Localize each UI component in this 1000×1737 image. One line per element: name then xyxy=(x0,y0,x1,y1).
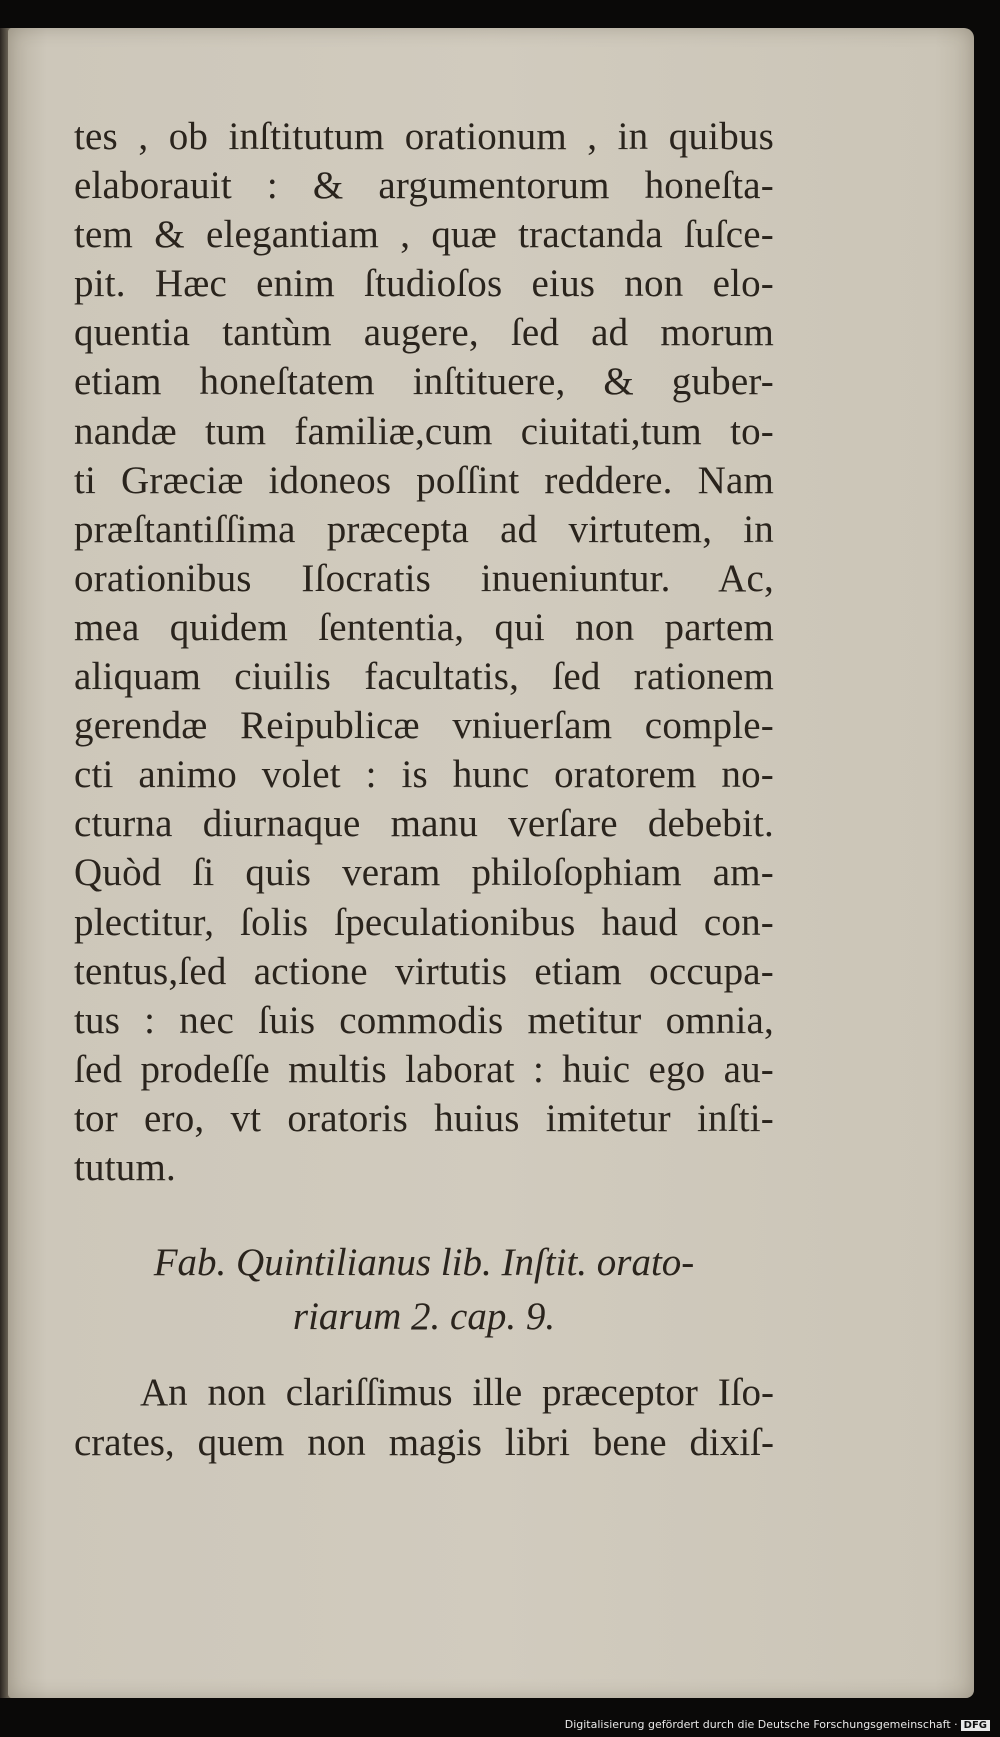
text-line: etiam honeſtatem inſtituere, & guber- xyxy=(74,360,774,404)
text-line: nandæ tum familiæ,cum ciuitati,tum to- xyxy=(74,409,774,453)
text-line: præſtantiſſima præcepta ad virtutem, in xyxy=(74,507,774,551)
text-line: mea quidem ſententia, qui non partem xyxy=(74,605,774,649)
section-heading xyxy=(74,1236,774,1344)
body-paragraph xyxy=(74,112,774,1192)
credit-text: Digitalisierung gefördert durch die Deutsche Forschungsgemeinschaft · xyxy=(564,1718,958,1731)
dfg-logo: DFG xyxy=(961,1720,990,1731)
text-line: tes , ob inſtitutum orationum , in quibus xyxy=(74,115,774,158)
heading-line: Fab. Quintilianus lib. Inſtit. orato- xyxy=(153,1241,695,1284)
text-line: tor ero, vt oratoris huius imitetur inſti- xyxy=(74,1096,774,1140)
second-paragraph xyxy=(74,1368,774,1467)
text-line: cti animo volet : is hunc oratorem no- xyxy=(74,753,774,797)
text-line: ti Græciæ idoneos poſſint reddere. Nam xyxy=(74,458,774,502)
text-line: tem & elegantiam , quæ tractanda ſuſce- xyxy=(74,213,774,257)
heading-line: riarum 2. cap. 9. xyxy=(292,1295,556,1338)
text-line: elaborauit : & argumentorum honeſta- xyxy=(74,164,774,208)
digitization-credit xyxy=(0,1718,990,1731)
text-line: tus : nec ſuis commodis metitur omnia, xyxy=(74,998,774,1042)
text-line: cturna diurnaque manu verſare debebit. xyxy=(74,802,774,846)
text-line: pit. Hæc enim ſtudioſos eius non elo- xyxy=(74,262,774,306)
text-line: An non clariſſimus ille præceptor Iſo- xyxy=(140,1371,774,1414)
text-line: tutum. xyxy=(74,1145,176,1189)
text-line: Quòd ſi quis veram philoſophiam am- xyxy=(74,851,774,895)
text-line: aliquam ciuilis facultatis, ſed rationem xyxy=(74,655,774,699)
text-line: gerendæ Reipublicæ vniuerſam comple- xyxy=(74,704,774,748)
text-line: crates, quem non magis libri bene dixiſ- xyxy=(74,1420,774,1464)
text-line: quentia tantùm augere, ſed ad morum xyxy=(74,311,774,355)
text-line: plectitur, ſolis ſpeculationibus haud con- xyxy=(74,900,774,944)
text-line: ſed prodeſſe multis laborat : huic ego au- xyxy=(74,1047,774,1091)
text-line: orationibus Iſocratis inueniuntur. Ac, xyxy=(74,556,774,600)
text-line: tentus,ſed actione virtutis etiam occupa- xyxy=(74,949,774,993)
